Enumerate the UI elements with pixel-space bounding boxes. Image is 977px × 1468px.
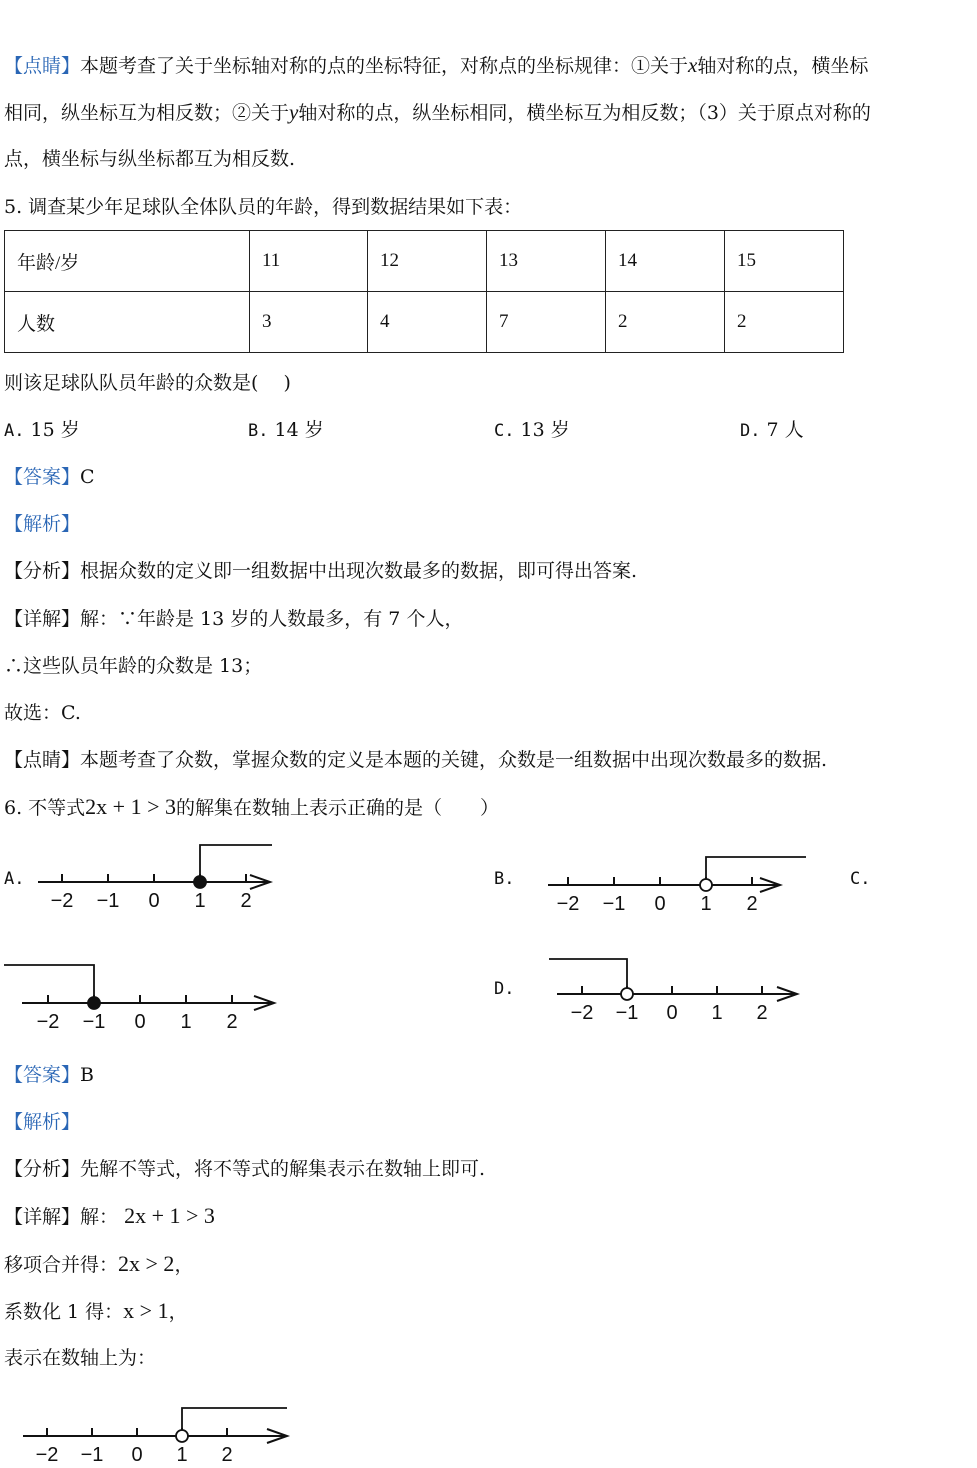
q5-xiangjie: [4, 606, 463, 632]
step2-math: x > 1: [123, 1298, 169, 1323]
prev-comment-line-3: 点，横坐标与纵坐标都互为相反数.: [4, 148, 296, 170]
tick-label: −2: [556, 893, 580, 915]
table-cell: 15: [725, 231, 844, 292]
q6-analysis: [4, 1109, 80, 1135]
open-dot: [621, 988, 633, 1000]
fenxi-tag: 【分析】: [4, 560, 81, 582]
tick-label: −2: [570, 1002, 594, 1024]
prev-comment-line-1: [4, 52, 868, 79]
answer-tag: 【答案】: [4, 466, 81, 488]
text: ，: [168, 1301, 188, 1323]
tick-label: −1: [615, 1002, 639, 1024]
number-line-c: [0, 955, 270, 1035]
number-line-solution: [15, 1400, 295, 1466]
tick-label: 1: [700, 893, 712, 915]
var-x: x: [688, 53, 698, 77]
table-cell: 2: [606, 292, 725, 353]
text: 解：: [80, 1206, 119, 1228]
text: 轴对称的点，横坐标: [697, 55, 869, 77]
age-table: [4, 230, 844, 353]
step1-math: 2x > 2: [118, 1251, 175, 1276]
answer-tag: 【答案】: [4, 1064, 81, 1086]
table-cell: 7: [487, 292, 606, 353]
table-cell: 14: [606, 231, 725, 292]
tick-label: 0: [654, 893, 666, 915]
tick-label: −1: [602, 893, 626, 915]
q5-answer: [4, 464, 95, 490]
tick-label: −1: [80, 1444, 104, 1466]
text: 本题考查了众数，掌握众数的定义是本题的关键，众数是一组数据中出现次数最多的数据.: [80, 749, 828, 771]
table-row: [5, 292, 844, 353]
option-label: D.: [740, 421, 761, 441]
number-line-b: [540, 845, 815, 920]
tick-label: 0: [134, 1011, 146, 1033]
tick-label: −1: [96, 890, 120, 912]
text: 解：∵年龄是 13 岁的人数最多，有 7 个人，: [80, 608, 464, 630]
filled-dot: [194, 876, 206, 888]
tick-label: 2: [226, 1011, 238, 1033]
open-dot: [176, 1430, 188, 1442]
text: 的解集在数轴上表示正确的是（ ）: [176, 797, 500, 819]
answer-value: B: [80, 1064, 94, 1086]
q6-option-c-label: C.: [850, 869, 871, 889]
q5-dianjing: [4, 747, 827, 773]
option-label: B.: [248, 421, 269, 441]
tick-label: 0: [666, 1002, 678, 1024]
xiangjie-tag: 【详解】: [4, 1206, 81, 1228]
q5-choose: 故选：C.: [4, 702, 81, 724]
q5-question: 则该足球队队员年龄的众数是( ): [4, 372, 291, 394]
text: 相同，纵坐标互为相反数；②关于: [4, 102, 290, 124]
option-label: A.: [4, 421, 25, 441]
tick-label: 1: [194, 890, 206, 912]
q6-step-1: [4, 1251, 193, 1278]
table-cell: 13: [487, 231, 606, 292]
text: 6. 不等式: [4, 797, 86, 819]
q6-stem: [4, 794, 499, 821]
text: 根据众数的定义即一组数据中出现次数最多的数据，即可得出答案.: [80, 560, 638, 582]
q5-option-d: [740, 417, 804, 444]
option-text: 15 岁: [30, 419, 80, 441]
step0-math: 2x + 1 > 3: [124, 1203, 215, 1228]
tick-label: −2: [35, 1444, 59, 1466]
solution-range-bracket: [549, 959, 627, 994]
text: 轴对称的点，纵坐标相同，横坐标互为相反数；（3）关于原点对称的: [298, 102, 871, 124]
dianjing-tag: 【点睛】: [4, 749, 81, 771]
tick-label: 0: [148, 890, 160, 912]
q5-option-c: [494, 417, 570, 444]
table-cell: 11: [250, 231, 368, 292]
tick-label: −2: [50, 890, 74, 912]
option-text: 13 岁: [520, 419, 570, 441]
analysis-tag: 【解析】: [4, 513, 81, 535]
q5-option-b: [248, 417, 324, 444]
q6-fenxi: [4, 1156, 485, 1182]
q5-fenxi: [4, 558, 637, 584]
q5-analysis: [4, 511, 80, 537]
q6-option-b-label: B.: [494, 869, 515, 889]
text: ，: [174, 1254, 194, 1276]
inequality-math: 2x + 1 > 3: [85, 794, 176, 819]
table-cell: 12: [368, 231, 487, 292]
q6-answer: [4, 1062, 94, 1088]
tick-label: 0: [131, 1444, 143, 1466]
tick-label: 2: [240, 890, 252, 912]
tick-label: −2: [36, 1011, 60, 1033]
table-cell: 人数: [5, 292, 250, 353]
solution-range-bracket: [182, 1408, 287, 1436]
option-label: C.: [494, 421, 515, 441]
q5-xiangjie-2: ∴这些队员年龄的众数是 13；: [4, 655, 263, 677]
solution-range-bracket: [706, 857, 806, 885]
table-cell: 年龄/岁: [5, 231, 250, 292]
text: 本题考查了关于坐标轴对称的点的坐标特征，对称点的坐标规律：①关于: [80, 55, 689, 77]
text: 先解不等式，将不等式的解集表示在数轴上即可.: [80, 1158, 486, 1180]
q6-step-3: 表示在数轴上为：: [4, 1347, 157, 1369]
answer-value: C: [80, 466, 95, 488]
filled-dot: [88, 997, 100, 1009]
option-text: 14 岁: [274, 419, 324, 441]
tick-label: 1: [180, 1011, 192, 1033]
q6-xiangjie: [4, 1203, 215, 1230]
tick-label: 1: [176, 1444, 188, 1466]
q6-option-d-label: D.: [494, 979, 515, 999]
text: 移项合并得：: [4, 1254, 119, 1276]
solution-range-bracket: [200, 845, 272, 882]
dianjing-tag: 【点睛】: [4, 55, 81, 77]
tick-label: 1: [711, 1002, 723, 1024]
tick-label: −1: [82, 1011, 106, 1033]
table-cell: 4: [368, 292, 487, 353]
text: 系数化 1 得：: [4, 1301, 124, 1323]
fenxi-tag: 【分析】: [4, 1158, 81, 1180]
option-text: 7 人: [766, 419, 804, 441]
analysis-tag: 【解析】: [4, 1111, 81, 1133]
number-line-d: [545, 950, 800, 1025]
number-line-a: [30, 835, 280, 910]
table-cell: 3: [250, 292, 368, 353]
xiangjie-tag: 【详解】: [4, 608, 81, 630]
table-row: [5, 231, 844, 292]
tick-label: 2: [746, 893, 758, 915]
tick-label: 2: [221, 1444, 233, 1466]
q5-option-a: [4, 417, 80, 444]
prev-comment-line-2: [4, 99, 871, 126]
table-cell: 2: [725, 292, 844, 353]
q5-stem: 5. 调查某少年足球队全体队员的年龄，得到数据结果如下表：: [4, 196, 523, 218]
tick-label: 2: [756, 1002, 768, 1024]
open-dot: [700, 879, 712, 891]
q6-option-a-label: A.: [4, 869, 25, 889]
var-y: y: [289, 100, 299, 124]
q6-step-2: [4, 1298, 188, 1325]
